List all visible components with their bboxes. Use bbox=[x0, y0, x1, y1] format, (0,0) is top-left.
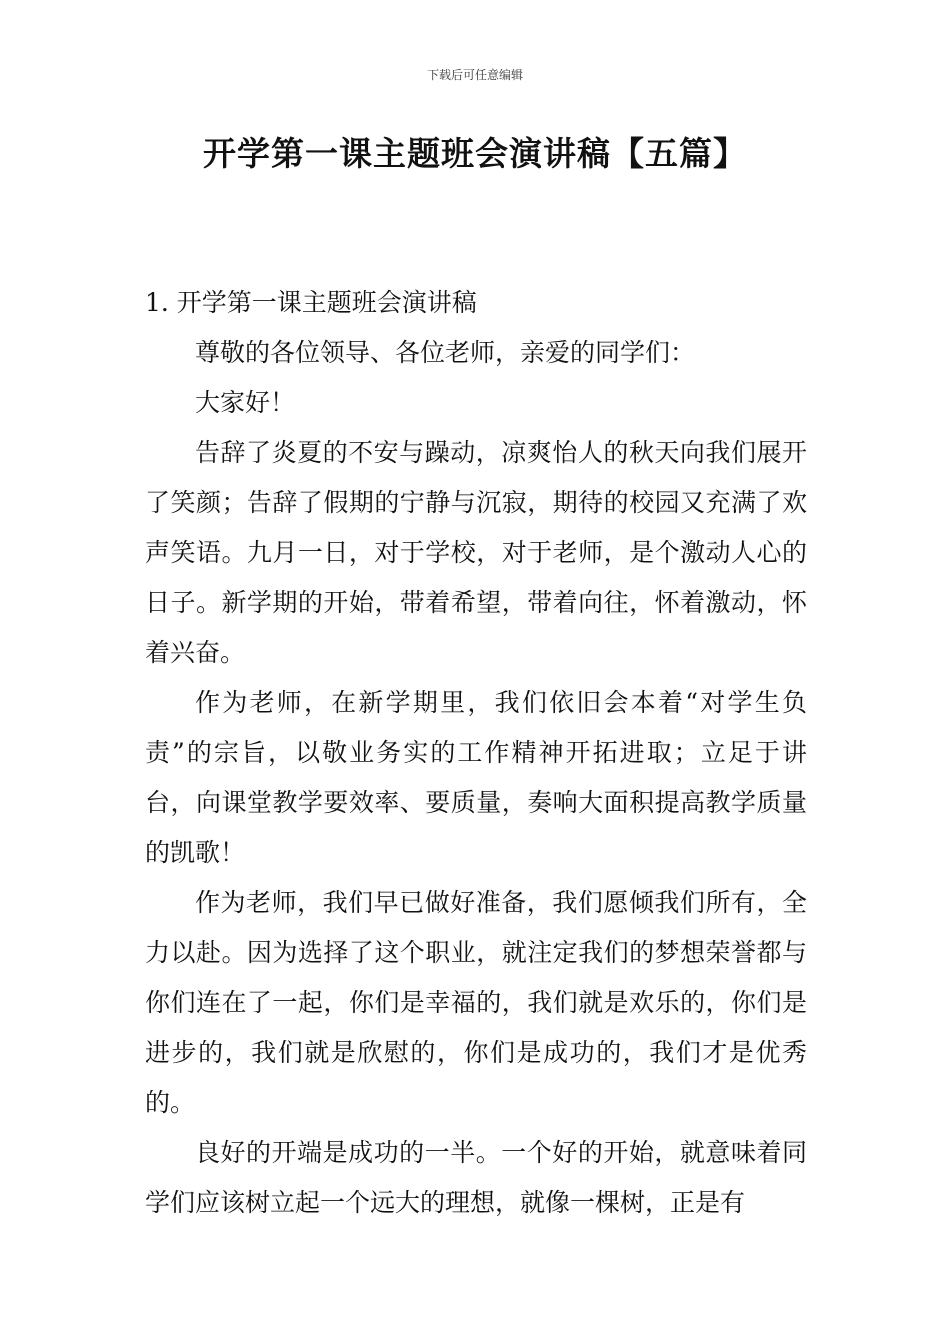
document-body bbox=[145, 278, 807, 1228]
header-note: 下载后可任意编辑 bbox=[426, 68, 523, 82]
salutation-paragraph: 尊敬的各位领导、各位老师，亲爱的同学们： bbox=[195, 338, 696, 367]
body-paragraph: 告辞了炎夏的不安与躁动，凉爽怡人的秋天向我们展开了笑颜；告辞了假期的宁静与沉寂，期待的校园又充满了欢声笑语。九月一日，对于学校，对于老师，是个激动人心的日子。新学期的开始，带着希望，带着向往，怀着激动，怀着兴奋。 bbox=[145, 438, 807, 667]
greeting-paragraph: 大家好！ bbox=[195, 388, 296, 417]
document-title: 开学第一课主题班会演讲稿【五篇】 bbox=[203, 134, 747, 173]
body-paragraph: 作为老师，我们早已做好准备，我们愿倾我们所有，全力以赴。因为选择了这个职业，就注定我们的梦想荣誉都与你们连在了一起，你们是幸福的，我们就是欢乐的，你们是进步的，我们就是欣慰的，你们是成功的，我们才是优秀的。 bbox=[145, 888, 807, 1117]
section-heading: 1. 开学第一课主题班会演讲稿 bbox=[145, 288, 477, 317]
body-paragraph: 良好的开端是成功的一半。一个好的开始，就意味着同学们应该树立起一个远大的理想，就像一棵树，正是有 bbox=[145, 1138, 807, 1217]
body-paragraph: 作为老师，在新学期里，我们依旧会本着“对学生负责”的宗旨，以敬业务实的工作精神开拓进取；立足于讲台，向课堂教学要效率、要质量，奏响大面积提高教学质量的凯歌！ bbox=[145, 688, 807, 867]
